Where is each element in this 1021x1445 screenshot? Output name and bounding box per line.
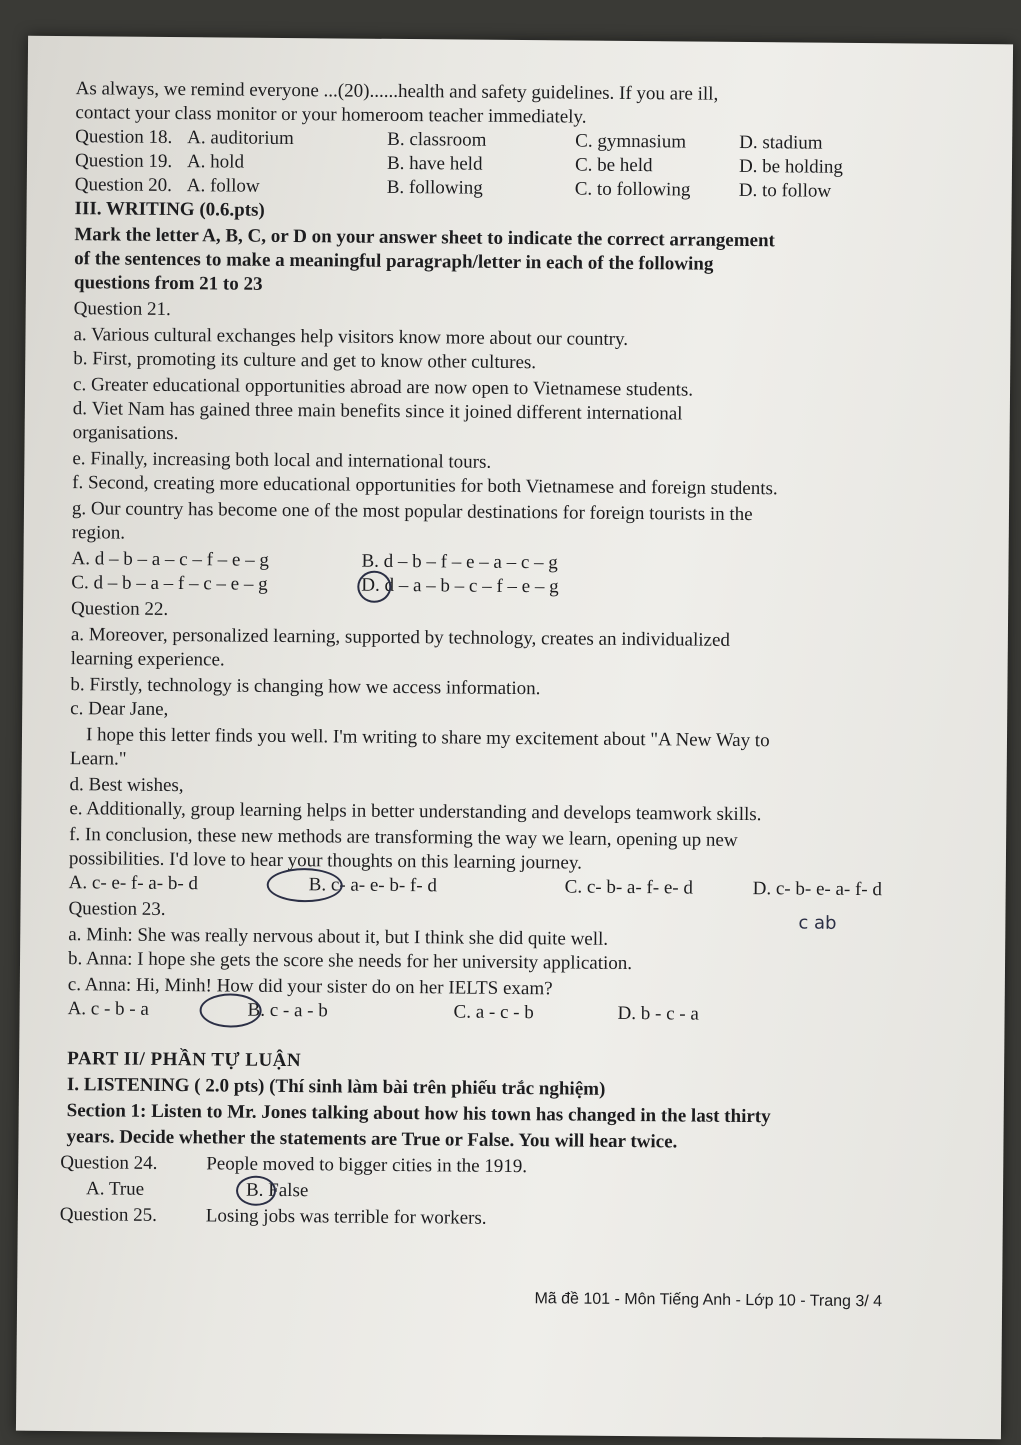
q23-option-a[interactable]: A. c - b - a: [67, 998, 149, 1020]
q23-option-b[interactable]: B. c - a - b: [247, 999, 328, 1022]
q18-option-d[interactable]: D. stadium: [739, 131, 823, 154]
answer-circle-mark: [267, 868, 343, 903]
q22-sentence-a: a. Moreover, personalized learning, supported by technology, creates an individualized: [70, 624, 731, 651]
q22-sentence-e: e. Additionally, group learning helps in better understanding and develops teamwork skills.: [69, 798, 762, 826]
answer-circle-mark: [357, 571, 391, 603]
question-25-label: Question 25.: [59, 1204, 158, 1226]
q23-sentence-b: b. Anna: I hope she gets the score she needs for her university application.: [67, 948, 633, 975]
q22-option-c[interactable]: C. c- b- a- f- e- d: [564, 876, 693, 899]
q22-sentence-f-cont: possibilities. I'd love to hear your thoughts on this learning journey.: [68, 848, 583, 874]
q22-option-a[interactable]: A. c- e- f- a- b- d: [68, 872, 199, 895]
q22-sentence-a-cont: learning experience.: [70, 648, 225, 671]
passage-line-2: contact your class monitor or your homeroom teacher immediately.: [75, 102, 587, 128]
q23-sentence-a: a. Minh: She was really nervous about it, but I think she did quite well.: [68, 924, 609, 950]
q19-option-a[interactable]: A. hold: [186, 151, 245, 173]
answer-circle-mark: [199, 993, 261, 1028]
question-21-label: Question 21.: [73, 298, 171, 320]
q22-sentence-f: f. In conclusion, these new methods are transforming the way we learn, opening up new: [69, 824, 738, 851]
writing-instruction-2: of the sentences to make a meaningful paragraph/letter in each of the following: [74, 248, 714, 275]
q24-option-true[interactable]: A. True: [85, 1178, 145, 1200]
q22-option-b[interactable]: B. c- a- e- b- f- d: [308, 874, 437, 897]
question-23-label: Question 23.: [68, 898, 166, 920]
q22-sentence-b: b. Firstly, technology is changing how we access information.: [70, 674, 541, 700]
q21-sentence-g: g. Our country has become one of the most popular destinations for foreign tourists in the: [71, 498, 753, 526]
q21-option-c[interactable]: C. d – b – a – f – c – e – g: [71, 572, 268, 595]
passage-line-1: As always, we remind everyone ...(20)......health and safety guidelines. If you are ill,: [75, 78, 719, 105]
q23-option-c[interactable]: C. a - c - b: [453, 1001, 534, 1024]
q20-option-a[interactable]: A. follow: [186, 175, 260, 197]
q21-sentence-b: b. First, promoting its culture and get to know other cultures.: [73, 348, 537, 374]
q21-sentence-e: e. Finally, increasing both local and international tours.: [72, 448, 492, 473]
q22-sentence-d: d. Best wishes,: [69, 774, 184, 797]
section-1-instruction-cont: years. Decide whether the statements are True or False. You will hear twice.: [66, 1126, 678, 1153]
q18-option-b[interactable]: B. classroom: [387, 128, 487, 151]
q21-sentence-d: d. Viet Nam has gained three main benefits since it joined different international: [72, 398, 683, 425]
q18-option-a[interactable]: A. auditorium: [187, 127, 294, 150]
writing-instruction-3: questions from 21 to 23: [73, 272, 263, 295]
question-19-label: Question 19.: [74, 150, 173, 172]
q24-options: [60, 1178, 660, 1207]
q22-sentence-c-body-cont: Learn.": [69, 748, 127, 770]
q20-option-d[interactable]: D. to follow: [738, 179, 832, 202]
q23-options: [67, 998, 867, 1029]
exam-content: [50, 36, 1000, 1229]
q22-sentence-c-body: I hope this letter finds you well. I'm writing to share my excitement about "A New Way to: [85, 724, 770, 752]
writing-instruction-1: Mark the letter A, B, C, or D on your answer sheet to indicate the correct arrangement: [74, 224, 776, 252]
handwritten-note: c ab: [798, 912, 837, 934]
q19-option-d[interactable]: D. be holding: [738, 155, 844, 178]
q21-sentence-d-cont: organisations.: [72, 422, 179, 445]
question-22-label: Question 22.: [71, 598, 169, 620]
section-1-instruction: Section 1: Listen to Mr. Jones talking about how his town has changed in the last thirty: [66, 1100, 771, 1128]
q22-sentence-c: c. Dear Jane,: [70, 698, 169, 720]
question-18-label: Question 18.: [75, 126, 173, 148]
q21-sentence-c: c. Greater educational opportunities abroad are now open to Vietnamese students.: [72, 374, 694, 401]
question-25-text: Losing jobs was terrible for workers.: [205, 1205, 487, 1229]
q21-option-a[interactable]: A. d – b – a – c – f – e – g: [71, 548, 269, 571]
answer-circle-mark: [236, 1176, 276, 1206]
q21-option-b[interactable]: B. d – b – f – e – a – c – g: [361, 550, 558, 574]
part-2-heading: PART II/ PHẦN TỰ LUẬN: [67, 1048, 302, 1072]
question-24-label: Question 24.: [60, 1152, 158, 1174]
q22-options: [69, 872, 969, 904]
q21-sentence-g-cont: region.: [71, 522, 126, 544]
q21-sentence-a: a. Various cultural exchanges help visitors know more about our country.: [73, 324, 629, 350]
question-25: [60, 1204, 960, 1236]
listening-heading: I. LISTENING ( 2.0 pts) (Thí sinh làm bài trên phiếu trắc nghiệm): [66, 1074, 606, 1100]
question-24-text: People moved to bigger cities in the 1919.: [206, 1153, 528, 1178]
q24-option-false[interactable]: B. False: [245, 1179, 309, 1202]
q20-option-b[interactable]: B. following: [386, 176, 483, 199]
writing-heading: III. WRITING (0.6.pts): [74, 198, 265, 221]
q19-option-b[interactable]: B. have held: [386, 152, 483, 175]
question-20-label: Question 20.: [74, 174, 173, 196]
q21-sentence-f: f. Second, creating more educational opportunities for both Vietnamese and foreign students.: [72, 472, 778, 500]
q23-sentence-c: c. Anna: Hi, Minh! How did your sister do on her IELTS exam?: [67, 974, 553, 1000]
q23-option-d[interactable]: D. b - c - a: [617, 1002, 699, 1025]
q20-option-c[interactable]: C. to following: [574, 178, 691, 201]
q21-option-d[interactable]: D. d – a – b – c – f – e – g: [361, 574, 559, 598]
q22-option-d[interactable]: D. c- b- e- a- f- d: [752, 878, 883, 901]
page-footer: Mã đề 101 - Môn Tiếng Anh - Lớp 10 - Trang 3/ 4: [534, 1290, 883, 1311]
q19-option-c[interactable]: C. be held: [574, 154, 653, 177]
q18-option-c[interactable]: C. gymnasium: [575, 130, 687, 153]
exam-page: [16, 36, 1013, 1440]
